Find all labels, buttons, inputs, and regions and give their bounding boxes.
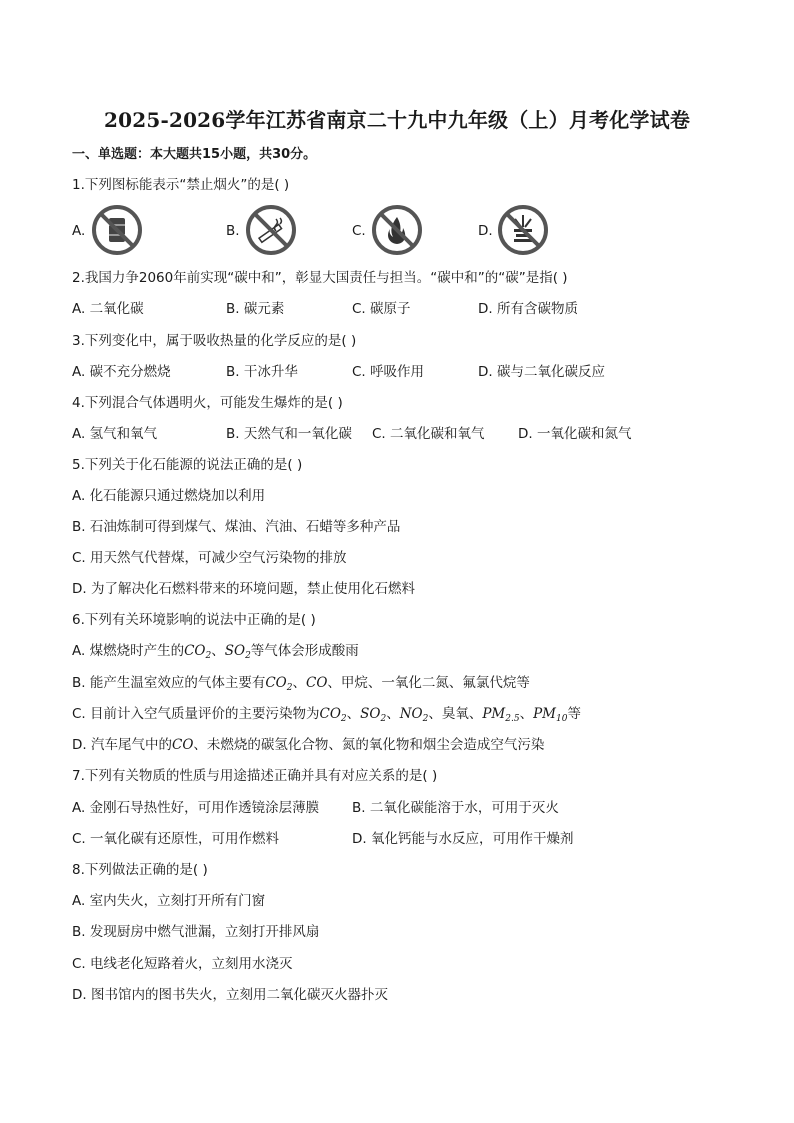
q2-option-c: C. 碳原子 — [352, 301, 411, 317]
q3-option-a: A. 碳不充分燃烧 — [72, 364, 171, 380]
formula-co2 — [184, 643, 211, 659]
q5-option-d: D. 为了解决化石燃料带来的环境问题，禁止使用化石燃料 — [72, 581, 415, 597]
q8-option-b: B. 发现厨房中燃气泄漏，立刻打开排风扇 — [72, 924, 320, 940]
q7-option-d: D. 氧化钙能与水反应，可用作干燥剂 — [352, 831, 574, 847]
formula-so2 — [360, 706, 386, 722]
q5-option-c: C. 用天然气代替煤，可减少空气污染物的排放 — [72, 550, 347, 566]
q1-option-b-label: B. — [226, 223, 240, 239]
q6-c-suffix: 等 — [567, 706, 581, 722]
formula-co2 — [320, 706, 347, 722]
formula-pm25 — [482, 706, 519, 722]
question-1-stem: 1.下列图标能表示“禁止烟火”的是( ) — [72, 177, 290, 193]
q4-option-b: B. 天然气和一氧化碳 — [226, 426, 352, 442]
q3-option-b: B. 干冰升华 — [226, 364, 298, 380]
separator: 、 — [519, 706, 534, 722]
q6-d-suffix: 、未燃烧的碳氢化合物、氮的氧化物和烟尘会造成空气污染 — [193, 737, 545, 753]
formula-pm10 — [533, 706, 567, 722]
exam-title: 2025-2026学年江苏省南京二十九中九年级（上）月考化学试卷 — [103, 108, 691, 132]
q6-a-prefix: A. 煤燃烧时产生的 — [72, 643, 185, 659]
q6-option-b — [72, 674, 530, 697]
q6-a-suffix: 等气体会形成酸雨 — [250, 643, 359, 659]
q4-option-a: A. 氢气和氧气 — [72, 426, 158, 442]
formula-text: SO — [360, 706, 381, 722]
q3-option-c: C. 呼吸作用 — [352, 364, 425, 380]
question-7-stem: 7.下列有关物质的性质与用途描述正确并具有对应关系的是( ) — [72, 768, 438, 784]
formula-subscript: 2 — [286, 683, 293, 693]
q6-option-c — [72, 705, 581, 728]
q5-option-b: B. 石油炼制可得到煤气、煤油、汽油、石蜡等多种产品 — [72, 519, 401, 535]
formula-text: SO — [224, 643, 246, 659]
q2-option-b: B. 碳元素 — [226, 301, 285, 317]
formula-text: PM — [533, 706, 557, 722]
q6-c-prefix: C. 目前计入空气质量评价的主要污染物为 — [72, 706, 320, 722]
formula-subscript: 2 — [340, 714, 347, 724]
q3-option-d: D. 碳与二氧化碳反应 — [478, 364, 605, 380]
formula-subscript: 2 — [380, 714, 387, 724]
formula-subscript: 2 — [422, 714, 429, 724]
no-open-flame-icon — [372, 205, 422, 255]
question-2-stem: 2.我国力争2060年前实现“碳中和”，彰显大国责任与担当。“碳中和”的“碳”是指( ) — [72, 270, 568, 286]
formula-subscript: 10 — [556, 714, 568, 724]
q6-d-prefix: D. 汽车尾气中的 — [72, 737, 172, 753]
formula-co: CO — [171, 737, 194, 753]
q2-option-d: D. 所有含碳物质 — [478, 301, 578, 317]
q1-option-a-label: A. — [72, 223, 86, 239]
q6-c-middle: 、臭氧、 — [428, 706, 483, 722]
formula-subscript: 2 — [205, 651, 212, 661]
formula-text: CO — [184, 643, 206, 659]
formula-subscript: 2 — [245, 651, 251, 661]
formula-so2 — [225, 643, 251, 659]
q8-option-c: C. 电线老化短路着火，立刻用水浇灭 — [72, 956, 293, 972]
separator: 、 — [292, 675, 306, 691]
q6-option-d — [72, 736, 544, 754]
q4-option-d: D. 一氧化碳和氮气 — [518, 426, 632, 442]
no-oil-drum-icon — [92, 205, 142, 255]
formula-text: PM — [482, 706, 506, 722]
formula-no2 — [400, 706, 429, 722]
q1-option-d-label: D. — [478, 223, 493, 239]
formula-text: CO — [265, 675, 287, 691]
q8-option-d: D. 图书馆内的图书失火，立刻用二氧化碳灭火器扑灭 — [72, 987, 388, 1003]
separator: 、 — [386, 706, 400, 722]
question-8-stem: 8.下列做法正确的是( ) — [72, 862, 208, 878]
no-fireworks-icon — [498, 205, 548, 255]
question-5-stem: 5.下列关于化石能源的说法正确的是( ) — [72, 457, 303, 473]
separator: 、 — [211, 643, 225, 659]
q2-option-a: A. 二氧化碳 — [72, 301, 144, 317]
q6-option-a — [72, 642, 359, 665]
no-smoking-icon — [246, 205, 296, 255]
q6-b-prefix: B. 能产生温室效应的气体主要有 — [72, 675, 266, 691]
section-heading: 一、单选题：本大题共15小题，共30分。 — [72, 147, 317, 162]
q4-option-c: C. 二氧化碳和氧气 — [372, 426, 485, 442]
formula-subscript: 2.5 — [505, 714, 520, 724]
q1-option-c-label: C. — [352, 223, 366, 239]
q8-option-a: A. 室内失火，立刻打开所有门窗 — [72, 893, 266, 909]
q7-option-a: A. 金刚石导热性好，可用作透镜涂层薄膜 — [72, 800, 320, 816]
separator: 、 — [346, 706, 361, 722]
q7-option-b: B. 二氧化碳能溶于水，可用于灭火 — [352, 800, 559, 816]
question-3-stem: 3.下列变化中，属于吸收热量的化学反应的是( ) — [72, 333, 357, 349]
question-4-stem: 4.下列混合气体遇明火，可能发生爆炸的是( ) — [72, 395, 343, 411]
question-6-stem: 6.下列有关环境影响的说法中正确的是( ) — [72, 612, 316, 628]
q6-b-suffix: 、甲烷、一氧化二氮、氟氯代烷等 — [327, 675, 530, 691]
q7-option-c: C. 一氧化碳有还原性，可用作燃料 — [72, 831, 280, 847]
q5-option-a: A. 化石能源只通过燃烧加以利用 — [72, 488, 266, 504]
formula-text: NO — [399, 706, 423, 722]
formula-co: CO — [305, 675, 328, 691]
formula-co2 — [265, 675, 292, 691]
formula-text: CO — [319, 706, 341, 722]
